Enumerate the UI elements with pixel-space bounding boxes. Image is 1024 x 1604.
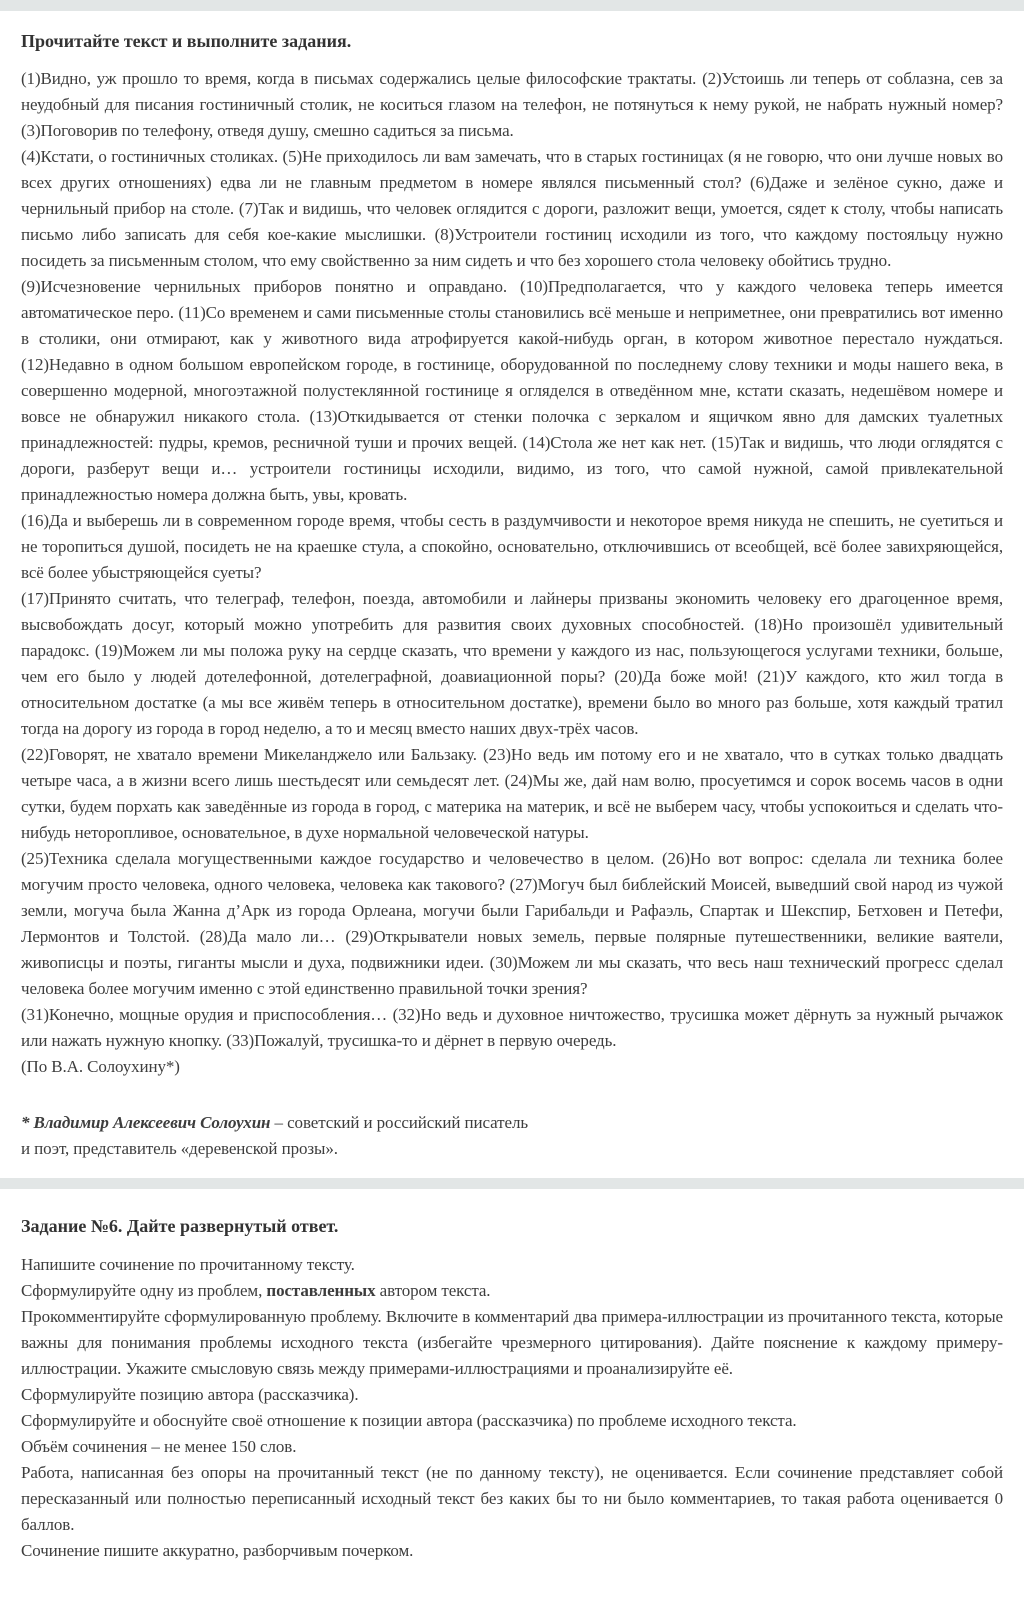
text-paragraph: (31)Конечно, мощные орудия и приспособления… (32)Но ведь и духовное ничтожество, трусишка может дёрнуть за нужный рычажок или нажать нужную кнопку. (33)Пожалуй, трусишка-то и дёрнет в первую очередь. — [21, 1005, 1003, 1050]
reading-text — [21, 66, 1003, 1080]
reading-section — [0, 28, 1024, 1162]
footnote-line — [21, 1110, 1003, 1136]
footnote-line: и поэт, представитель «деревенской прозы». — [21, 1139, 338, 1158]
author-footnote — [21, 1110, 1003, 1162]
instruction-title: Прочитайте текст и выполните задания. — [21, 31, 352, 51]
task-heading: Задание №6. Дайте развернутый ответ. — [21, 1216, 339, 1236]
text-paragraph: (17)Принято считать, что телеграф, телефон, поезда, автомобили и лайнеры призваны экономить человеку его драгоценное время, высвобождать досуг, который можно употребить для развития своих духовных способностей. (18)Но произошёл удивительный парадокс. (19)Можем ли мы положа руку на сердце сказать, что времени у каждого из нас, пользующегося услугами техники, больше, чем его было у людей дотелефонной, дотелеграфной, доавиационной поры? (20)Да боже мой! (21)У каждого, кто жил тогда в относительном достатке (а мы все живём теперь в относительном достатке), времени было во много раз больше, хотя каждый тратил тогда на дорогу из города в город неделю, а то и месяц вместо наших двух-трёх часов. — [21, 589, 1003, 738]
text-paragraph: (4)Кстати, о гостиничных столиках. (5)Не приходилось ли вам замечать, что в старых гостиницах (я не говорю, что они лучше новых во всех других отношениях) едва ли не главным предметом в номере являлся письменный стол? (6)Даже и зелёное сукно, даже и чернильный прибор на столе. (7)Так и видишь, что человек оглядится с дороги, разложит вещи, умоется, сядет к столу, чтобы написать письмо либо записать для себя кое-какие мыслишки. (8)Устроители гостиниц исходили из того, что каждому постояльцу нужно посидеть за письменным столом, что ему свойственно за ним сидеть и что без хорошего стола человеку обойтись трудно. — [21, 147, 1003, 270]
task-line2-suffix: автором текста. — [375, 1281, 491, 1300]
task-line: Объём сочинения – не менее 150 слов. — [21, 1437, 297, 1456]
text-paragraph: (25)Техника сделала могущественными каждое государство и человечество в целом. (26)Но вот вопрос: сделала ли техника более могучим просто человека, одного человека, человека как такового? (27)Могуч был библейский Моисей, выведший свой народ из чужой земли, могуча была Жанна д’Арк из города Орлеана, могучи были Гарибальди и Рафаэль, Спартак и Шекспир, Бетховен и Петефи, Лермонтов и Толстой. (28)Да мало ли… (29)Открыватели новых земель, первые полярные путешественники, великие ваятели, живописцы и поэты, гиганты мысли и духа, подвижники идеи. (30)Можем ли мы сказать, что весь наш технический прогресс сделал человека более могучим именно с этой единственно правильной точки зрения? — [21, 849, 1003, 998]
text-paragraph: (1)Видно, уж прошло то время, когда в письмах содержались целые философские трактаты. (2)Устоишь ли теперь от соблазна, сев за неудобный для писания гостиничный столик, не коситься глазом на телефон, не потянуться к нему рукой, не набрать нужный номер? (3)Поговорив по телефону, отведя душу, смешно садиться за письма. — [21, 69, 1003, 140]
task-line: Напишите сочинение по прочитанному тексту. — [21, 1255, 355, 1274]
section-divider — [0, 1178, 1024, 1189]
task-line: Сформулируйте позицию автора (рассказчика). — [21, 1385, 359, 1404]
task-line: Работа, написанная без опоры на прочитанный текст (не по данному тексту), не оценивается. Если сочинение представляет собой пересказанный или полностью переписанный исходный текст без каких бы то ни было комментариев, то такая работа оценивается 0 баллов. — [21, 1463, 1003, 1534]
task-line2-bold-word: поставленных — [266, 1281, 376, 1300]
task-line: Сочинение пишите аккуратно, разборчивым почерком. — [21, 1541, 414, 1560]
footnote-author-name: * Владимир Алексеевич Солоухин — [21, 1113, 271, 1132]
text-attribution: (По В.А. Солоухину*) — [21, 1057, 180, 1076]
text-paragraph: (16)Да и выберешь ли в современном городе время, чтобы сесть в раздумчивости и некоторое время никуда не спешить, не суетиться и не торопиться душой, посидеть не на краешке стула, а спокойно, основательно, отключившись от всеобщей, всё более завихряющейся, всё более убыстряющейся суеты? — [21, 511, 1003, 582]
task-line2-prefix: Сформулируйте одну из проблем, — [21, 1281, 267, 1300]
task-section — [0, 1213, 1024, 1604]
task-line: Прокомментируйте сформулированную проблему. Включите в комментарий два примера-иллюстрации из прочитанного текста, которые важны для понимания проблемы исходного текста (избегайте чрезмерного цитирования). Дайте пояснение к каждому примеру-иллюстрации. Укажите смысловую связь между примерами-иллюстрациями и проанализируйте её. — [21, 1307, 1003, 1378]
bottom-whitespace — [21, 1564, 1003, 1604]
task-line — [21, 1278, 1003, 1304]
footnote-author-description: – советский и российский писатель — [270, 1113, 528, 1132]
task-line: Сформулируйте и обоснуйте своё отношение к позиции автора (рассказчика) по проблеме исходного текста. — [21, 1411, 797, 1430]
task-instructions — [21, 1252, 1003, 1564]
top-divider — [0, 0, 1024, 11]
text-paragraph: (9)Исчезновение чернильных приборов понятно и оправдано. (10)Предполагается, что у каждого человека теперь имеется автоматическое перо. (11)Со временем и сами письменные столы становились всё меньше и неприметнее, они превратились вот именно в столики, они отмирают, как у животного вида атрофируется какой-нибудь орган, в котором животное перестало нуждаться. (12)Недавно в одном большом европейском городе, в гостинице, оборудованной по последнему слову техники и моды нашего века, в совершенно модерной, многоэтажной полустеклянной гостинице я огляделся в отведённом мне, кстати сказать, недешёвом номере и вовсе не обнаружил никакого стола. (13)Откидывается от стенки полочка с зеркалом и ящичком явно для дамских туалетных принадлежностей: пудры, кремов, ресничной туши и прочих вещей. (14)Стола же нет как нет. (15)Так и видишь, что люди оглядятся с дороги, разберут вещи и… устроители гостиницы исходили, видимо, из того, что самой нужной, самой привлекательной принадлежностью номера должна быть, увы, кровать. — [21, 277, 1003, 504]
text-paragraph: (22)Говорят, не хватало времени Микеланджело или Бальзаку. (23)Но ведь им потому его и не хватало, что в сутках только двадцать четыре часа, а в жизни всего лишь шестьдесят или семьдесят лет. (24)Мы же, дай нам волю, просуетимся и сорок восемь часов в одни сутки, будем порхать как заведённые из города в город, с материка на материк, и всё не выберем часу, чтобы успокоиться и сделать что-нибудь неторопливое, основательное, в духе нормальной человеческой натуры. — [21, 745, 1003, 842]
